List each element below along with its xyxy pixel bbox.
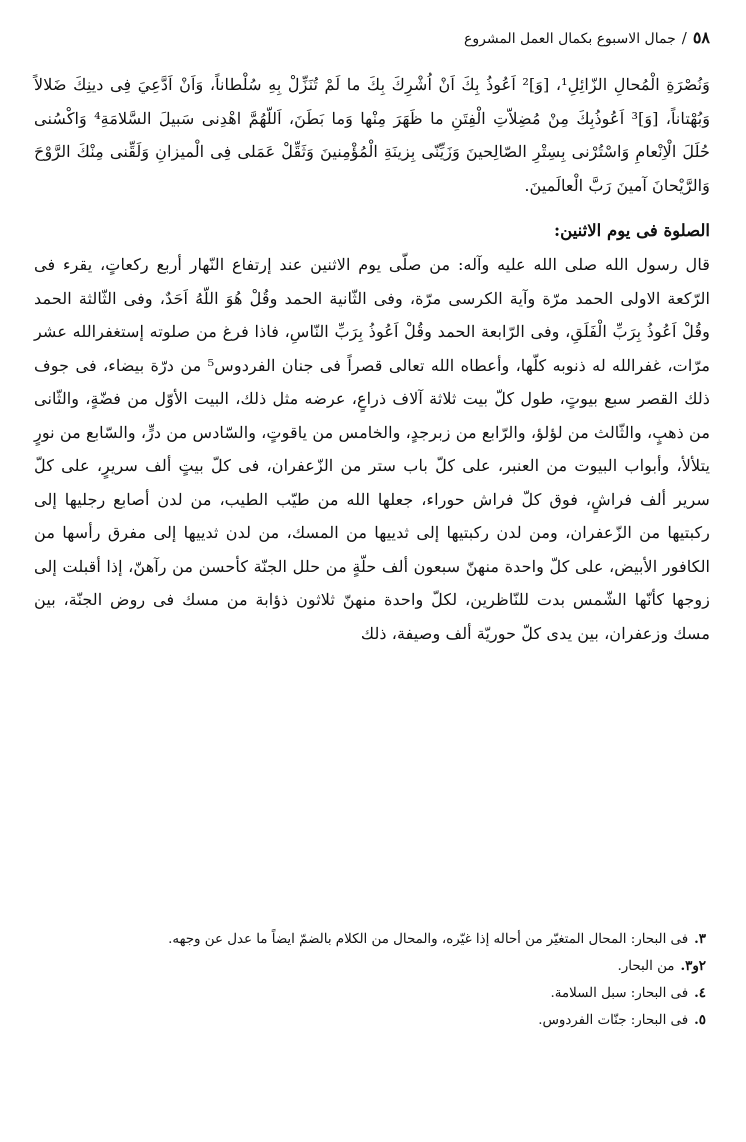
footnote-item bbox=[34, 926, 710, 953]
footnote-text: من البحار. bbox=[617, 959, 675, 974]
footnote-text: فى البحار: المحال المتغيّر من أحاله إذا غيّره، والمحال من الكلام بالضمّ ايضاً ما عدل عن وجهه. bbox=[168, 932, 689, 947]
footnote-item bbox=[34, 980, 710, 1007]
footnote-number: ٤. bbox=[694, 985, 706, 1001]
footnote-item bbox=[34, 953, 710, 980]
section-heading: الصلوة فى يوم الاثنين: bbox=[554, 221, 710, 240]
footnote-text: فى البحار: جنّات الفردوس. bbox=[538, 1013, 689, 1028]
book-page bbox=[34, 28, 710, 1118]
running-header bbox=[34, 28, 710, 52]
footnote-number: ٢و٣. bbox=[680, 958, 706, 974]
footnote-number: ٥. bbox=[694, 1012, 706, 1028]
prayer-paragraph: قال رسول الله صلى الله عليه وآله: من صلّى يوم الاثنين عند إرتفاع النّهار أربع ركعاتٍ، يقرء فى الرّكعة الاولى الحمد مرّة وآية الكرسى مرّة، وفى الثّانية الحمد وقُلْ هُوَ اللّهُ اَحَدٌ، وفى الثّالثة الحمد وقُلْ اَعُوذُ بِرَبِّ الْفَلَقِ، وفى الرّابعة الحمد وقُلْ اَعُوذُ بِرَبِّ النّاسِ، فاذا فرغ من صلوته إستغفرالله عشر مرّات، غفرالله له ذنوبه كلّها، وأعطاه الله تعالى قصراً فى جنان الفردوس⁵ من درّة بيضاء، فى جوف ذلك القصر سبع بيوتٍ، طول كلّ بيت ثلاثة آلاف ذراعٍ، عرضه مثل ذلك، البيت الأوّل من فضّةٍ، والثّانى من ذهبٍ، والثّالث من لؤلؤ، والرّابع من زبرجدٍ، والخامس من ياقوتٍ، والسّادس من درٍّ، والسّابع من نورٍ يتلألأ، وأبواب البيوت من العنبر، على كلّ باب ستر من الزّعفران، فى كلّ بيتٍ ألف سريرٍ، على كلّ سرير ألف فراشٍ، فوق كلّ فراش حوراء، جعلها الله من طيّب الطيب، من لدن أصابع رجليها إلى ركبتيها من الزّعفران، ومن لدن ركبتيها إلى ثدييها من المسك، من لدن ثدييها إلى مفرق رأسها من الكافور الأبيض، على كلّ واحدة منهنّ سبعون ألف حلّةٍ من حلل الجنّة كأحسن من رآهنّ، إذا أقبلت إلى زوجها كأنّها الشّمس بدت للنّاظرين، لكلّ واحدة منهنّ ثلاثون ذؤابة من مسك فى روض الجنّة، بين مسك وزعفران، بين يدى كلّ حوريّة ألف وصيفة، ذلك bbox=[34, 255, 710, 643]
footnote-item bbox=[34, 1007, 710, 1034]
footnote-number: ٣. bbox=[694, 931, 706, 947]
header-separator: / bbox=[681, 29, 687, 47]
footnote-text: فى البحار: سبل السلامة. bbox=[550, 986, 689, 1001]
footnotes bbox=[34, 926, 710, 1034]
supplication-paragraph: وَنُصْرَةِ الْمُحالِ الزّائِلِ¹، [وَ]² اَعُوذُ بِكَ اَنْ اُشْرِكَ بِكَ ما لَمْ تُنَزِّلْ بِهِ سُلْطاناً، وَاَنْ اَدَّعِيَ فِى دينِكَ ضَلالاً وَبُهْتاناً، [وَ]³ اَعُوذُبِكَ مِنْ مُضِلاّتِ الْفِتَنِ ما ظَهَرَ مِنْها وَما بَطَنَ، اَللّهُمَّ اهْدِنى سَبيلَ السَّلامَةِ⁴ وَاكْسُنى حُلَلَ الْاِنْعامِ وَاسْتُرْنى بِسِتْرِ الصّالِحينَ وَزَيِّنّى بِزينَةِ الْمُؤْمِنينَ وَثَقِّلْ عَمَلى فِى الْميزانِ وَلَقِّنى مِنْكَ الرَّوْحَ وَالرَّيْحانَ آمينَ رَبَّ الْعالَمينَ. bbox=[34, 75, 711, 195]
book-title: جمال الاسبوع بكمال العمل المشروع bbox=[464, 31, 676, 47]
page-number: ٥٨ bbox=[692, 28, 710, 47]
